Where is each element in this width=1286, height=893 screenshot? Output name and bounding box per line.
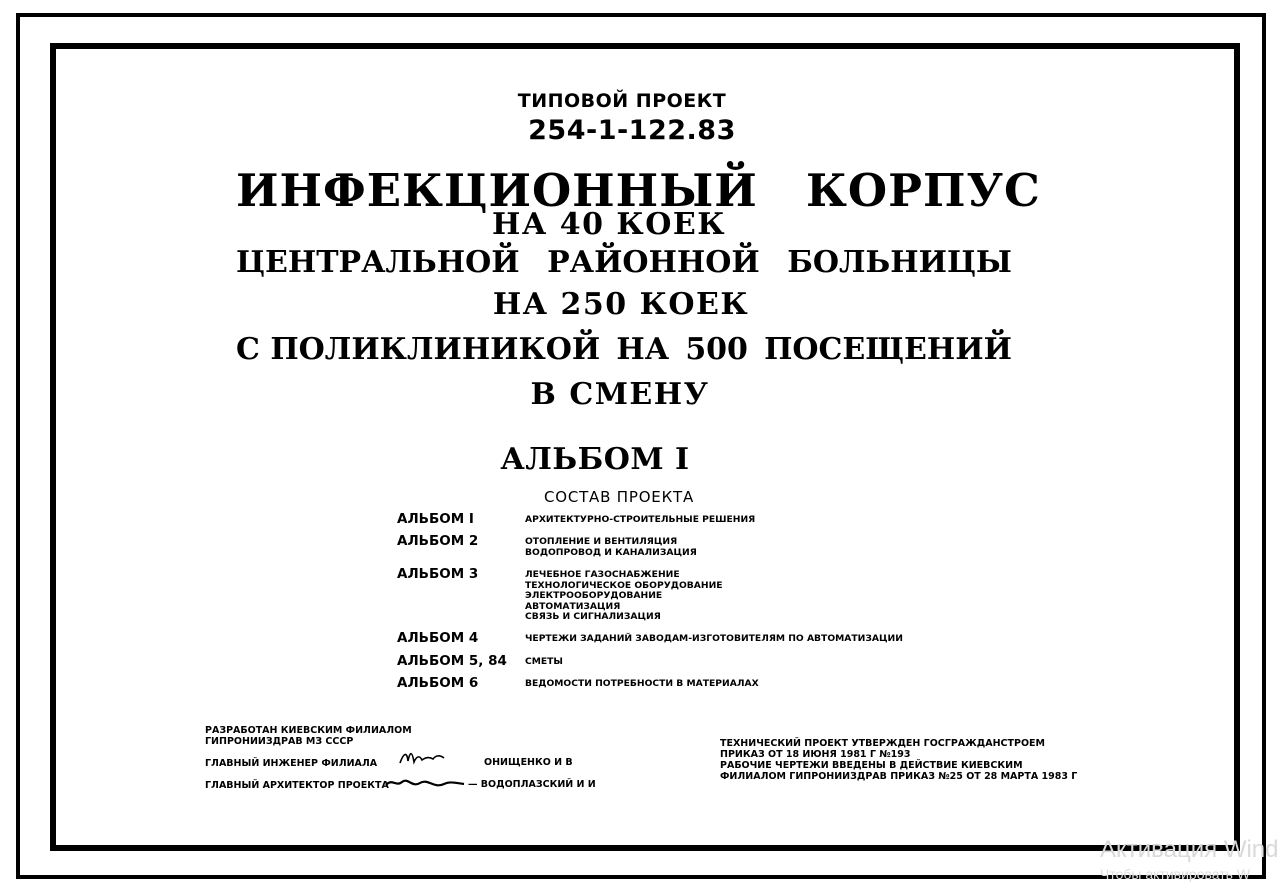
album-description: [525, 537, 697, 558]
album-description-line: ЧЕРТЕЖИ ЗАДАНИЙ ЗАВОДАМ-ИЗГОТОВИТЕЛЯМ ПО АВТОМАТИЗАЦИИ: [525, 633, 903, 644]
title-line-250-beds: НА 250 КОЕК: [492, 287, 750, 322]
album-description: [525, 570, 723, 623]
approval-line-1: ТЕХНИЧЕСКИЙ ПРОЕКТ УТВЕРЖДЕН ГОСГРАЖДАНСТРОЕМ: [720, 738, 1045, 749]
album-description-line: СВЯЗЬ И СИГНАЛИЗАЦИЯ: [525, 611, 661, 622]
album-description-line: ЭЛЕКТРООБОРУДОВАНИЕ: [525, 590, 663, 601]
title-part-b: КОРПУС: [806, 164, 1041, 217]
project-kicker: ТИПОВОЙ ПРОЕКТ: [517, 90, 727, 112]
album-description-line: АВТОМАТИЗАЦИЯ: [525, 600, 621, 612]
approval-line-2: ПРИКАЗ ОТ 18 ИЮНЯ 1981 Г №193: [720, 749, 911, 760]
album-description: [525, 515, 755, 526]
album-description: [525, 634, 903, 645]
approval-line-3: РАБОЧИЕ ЧЕРТЕЖИ ВВЕДЕНЫ В ДЕЙСТВИЕ КИЕВСКИМ: [720, 760, 1023, 771]
title-line-polyclinic: [236, 332, 1012, 367]
title-word: НА: [616, 332, 670, 367]
album-label: АЛЬБОМ 2: [397, 533, 479, 549]
album-label: АЛЬБОМ 5, 84: [397, 653, 507, 669]
chief-architect-name: — ВОДОПЛАЗСКИЙ И И: [468, 779, 596, 790]
chief-architect-signature: [384, 775, 466, 793]
title-part-a: ИНФЕКЦИОННЫЙ: [236, 164, 758, 217]
album-label: АЛЬБОМ 4: [397, 630, 479, 646]
developer-line-1: РАЗРАБОТАН КИЕВСКИМ ФИЛИАЛОМ: [205, 725, 412, 736]
chief-engineer-signature: [398, 748, 448, 768]
title-word: 500: [685, 332, 748, 367]
title-word: ПОСЕЩЕНИЙ: [764, 332, 1012, 367]
title-line-hospital: [236, 245, 1012, 280]
album-description-line: ТЕХНОЛОГИЧЕСКОЕ ОБОРУДОВАНИЕ: [525, 579, 723, 591]
album-heading: АЛЬБОМ I: [500, 442, 690, 477]
project-number: 254-1-122.83: [528, 115, 736, 146]
title-word: БОЛЬНИЦЫ: [787, 245, 1012, 280]
activation-watermark-subtitle: Чтобы активировать W: [1100, 866, 1251, 882]
chief-engineer-name: ОНИЩЕНКО И В: [484, 757, 573, 768]
composition-heading: СОСТАВ ПРОЕКТА: [543, 488, 695, 506]
title-word: ЦЕНТРАЛЬНОЙ: [236, 245, 520, 280]
title-line-40-beds: НА 40 КОЕК: [492, 207, 726, 242]
album-description: [525, 657, 563, 668]
album-description: [525, 679, 759, 690]
album-label: АЛЬБОМ 3: [397, 566, 479, 582]
approval-line-4: ФИЛИАЛОМ ГИПРОНИИЗДРАВ ПРИКАЗ №25 ОТ 28 МАРТА 1983 Г: [720, 771, 1078, 782]
album-label: АЛЬБОМ 6: [397, 675, 479, 691]
album-description-line: ВОДОПРОВОД И КАНАЛИЗАЦИЯ: [525, 546, 697, 558]
developer-line-2: ГИПРОНИИЗДРАВ МЗ СССР: [205, 736, 354, 747]
album-description-line: ВЕДОМОСТИ ПОТРЕБНОСТИ В МАТЕРИАЛАХ: [525, 678, 759, 689]
activation-watermark-title: Активация Wind: [1100, 836, 1279, 863]
chief-engineer-title: ГЛАВНЫЙ ИНЖЕНЕР ФИЛИАЛА: [205, 758, 378, 769]
album-description-line: ЛЕЧЕБНОЕ ГАЗОСНАБЖЕНИЕ: [525, 569, 680, 580]
album-label: АЛЬБОМ I: [397, 511, 474, 527]
title-word: С ПОЛИКЛИНИКОЙ: [236, 332, 601, 367]
album-description-line: ОТОПЛЕНИЕ И ВЕНТИЛЯЦИЯ: [525, 536, 678, 547]
album-description-line: СМЕТЫ: [525, 656, 563, 667]
title-line-shift: В СМЕНУ: [530, 377, 710, 412]
album-description-line: АРХИТЕКТУРНО-СТРОИТЕЛЬНЫЕ РЕШЕНИЯ: [525, 514, 756, 525]
title-word: РАЙОННОЙ: [547, 245, 760, 280]
chief-architect-title: ГЛАВНЫЙ АРХИТЕКТОР ПРОЕКТА: [205, 780, 389, 791]
